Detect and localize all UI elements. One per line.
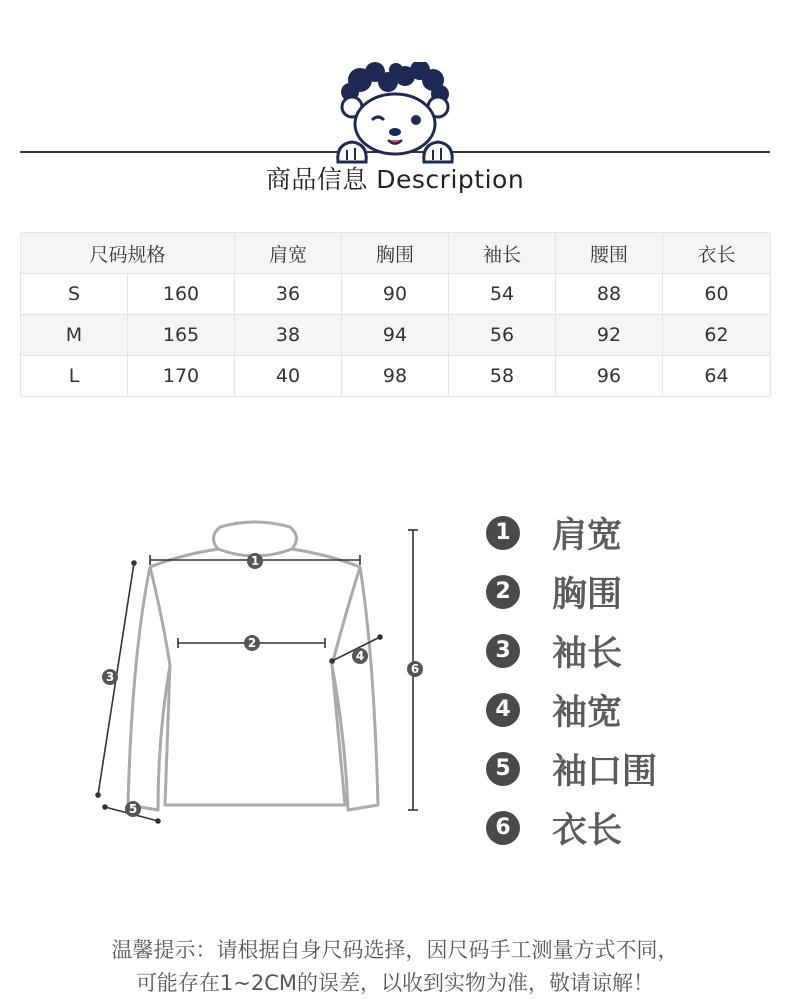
table-row — [21, 356, 771, 397]
legend-item — [486, 680, 657, 739]
legend-label: 袖宽 — [552, 692, 623, 733]
marker-3 — [102, 669, 118, 685]
value-cell: 92 — [556, 315, 663, 356]
size-tip — [0, 934, 790, 1000]
tip-line-1: 温馨提示：请根据自身尺码选择，因尺码手工测量方式不同， — [111, 938, 679, 962]
marker-4 — [352, 648, 368, 664]
column-header-size: 尺码规格 — [21, 233, 235, 274]
legend-item — [486, 621, 657, 680]
value-cell: 56 — [449, 315, 556, 356]
size-table — [20, 232, 771, 397]
column-header: 胸围 — [342, 233, 449, 274]
table-row — [21, 274, 771, 315]
svg-text:3: 3 — [105, 670, 115, 684]
value-cell: 60 — [663, 274, 771, 315]
value-cell: 38 — [235, 315, 342, 356]
svg-text:4: 4 — [355, 649, 365, 663]
value-cell: 88 — [556, 274, 663, 315]
legend-item — [486, 739, 657, 798]
size-cell: L — [21, 356, 128, 397]
marker-6 — [407, 661, 423, 677]
value-cell: 94 — [342, 315, 449, 356]
measurement-legend — [486, 503, 657, 857]
value-cell: 64 — [663, 356, 771, 397]
value-cell: 90 — [342, 274, 449, 315]
legend-label: 肩宽 — [552, 515, 623, 556]
svg-text:2: 2 — [247, 636, 257, 650]
marker-5 — [125, 801, 141, 817]
svg-text:6: 6 — [410, 662, 420, 676]
measurement-diagram — [70, 515, 450, 835]
tip-line-2: 可能存在1~2CM的误差，以收到实物为准，敬请谅解！ — [135, 971, 655, 995]
column-header: 腰围 — [556, 233, 663, 274]
table-header-row — [21, 233, 771, 274]
value-cell: 96 — [556, 356, 663, 397]
legend-label: 胸围 — [552, 574, 623, 615]
size-cell: S — [21, 274, 128, 315]
legend-label: 衣长 — [552, 810, 623, 851]
legend-item — [486, 562, 657, 621]
legend-number: 5 — [486, 752, 520, 786]
legend-number: 2 — [486, 575, 520, 609]
height-cell: 165 — [128, 315, 235, 356]
page-title: 商品信息 Description — [265, 165, 525, 194]
svg-text:5: 5 — [128, 802, 138, 816]
size-cell: M — [21, 315, 128, 356]
legend-label: 袖长 — [552, 633, 623, 674]
legend-label: 袖口围 — [552, 751, 658, 792]
value-cell: 62 — [663, 315, 771, 356]
table-row — [21, 315, 771, 356]
legend-number: 1 — [486, 516, 520, 550]
value-cell: 40 — [235, 356, 342, 397]
legend-item — [486, 503, 657, 562]
legend-number: 6 — [486, 811, 520, 845]
legend-item — [486, 798, 657, 857]
value-cell: 98 — [342, 356, 449, 397]
marker-2 — [244, 635, 260, 651]
svg-text:1: 1 — [250, 554, 260, 568]
column-header: 衣长 — [663, 233, 771, 274]
legend-number: 4 — [486, 693, 520, 727]
height-cell: 170 — [128, 356, 235, 397]
column-header: 袖长 — [449, 233, 556, 274]
legend-number: 3 — [486, 634, 520, 668]
value-cell: 54 — [449, 274, 556, 315]
value-cell: 58 — [449, 356, 556, 397]
bear-mascot-icon — [330, 62, 460, 166]
value-cell: 36 — [235, 274, 342, 315]
column-header: 肩宽 — [235, 233, 342, 274]
height-cell: 160 — [128, 274, 235, 315]
marker-1 — [247, 553, 263, 569]
